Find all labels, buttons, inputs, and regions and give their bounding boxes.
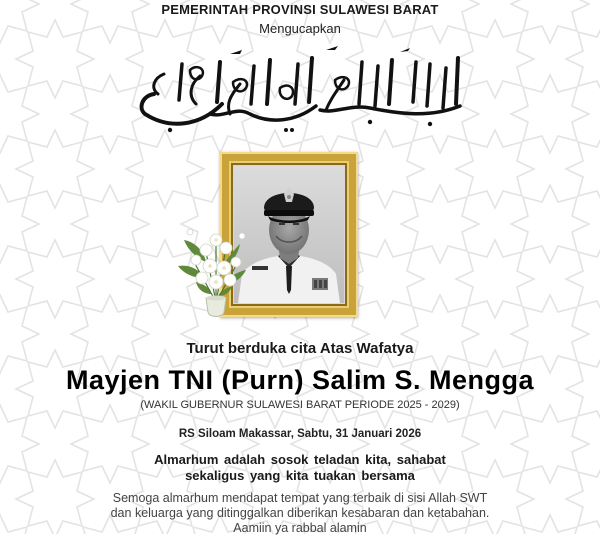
prayer-line-3: Aamiin ya rabbal alamin [233,521,367,535]
deceased-name: Mayjen TNI (Purn) Salim S. Mengga [65,365,535,395]
prayer-line-2: dan keluarga yang ditinggalkan diberikan kesabaran dan ketabahan. [110,506,490,520]
deceased-position: (WAKIL GUBERNUR SULAWESI BARAT PERIODE 2025 - 2029) [140,399,460,411]
tribute-line-1: Almarhum adalah sosok teladan kita, sahabat [154,452,446,467]
prayer-line-1: Semoga almarhum mendapat tempat yang terbaik di sisi Allah SWT [112,491,488,505]
location-date: RS Siloam Makassar, Sabtu, 31 Januari 2026 [178,428,422,440]
greeting-text: Mengucapkan [259,21,341,36]
tribute-text [0,452,600,484]
prayer-text [0,491,600,536]
condolence-text: Turut berduka cita Atas Wafatya [186,340,414,357]
arabic-calligraphy-icon [130,44,470,134]
government-title: PEMERINTAH PROVINSI SULAWESI BARAT [161,2,439,17]
tribute-line-2: sekaligus yang kita tuakan bersama [185,468,415,483]
flower-bouquet-icon [176,222,256,324]
